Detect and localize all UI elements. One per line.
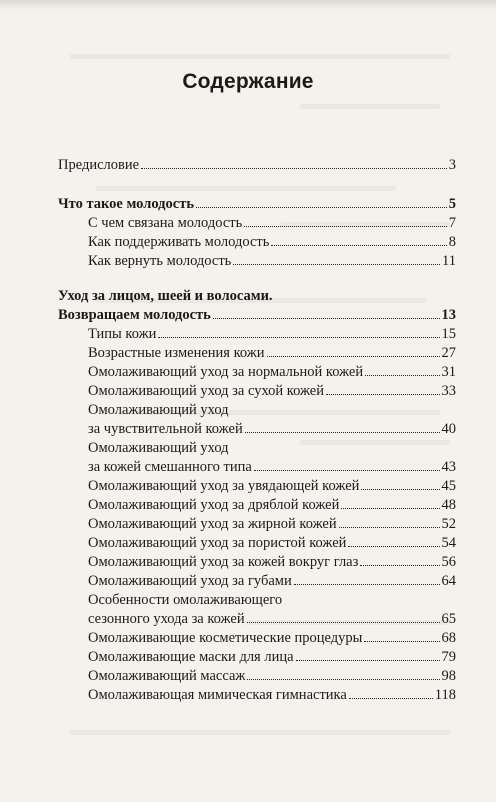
dot-leader <box>141 168 447 169</box>
page-top-edge <box>0 0 496 10</box>
toc-entry-label: за чувствительной кожей <box>88 421 243 437</box>
toc-section-page: 13 <box>441 307 456 323</box>
toc-section-label: Возвращаем молодость <box>58 307 211 323</box>
toc-entry-preface[interactable] <box>58 156 456 175</box>
dot-leader <box>254 470 440 471</box>
toc-entry[interactable] <box>88 667 456 686</box>
toc-entry-label: Омолаживающий уход за кожей вокруг глаз <box>88 554 359 570</box>
toc-entry-page: 68 <box>441 630 456 646</box>
toc-entry[interactable] <box>88 420 456 439</box>
toc-entry-page: 7 <box>448 215 456 231</box>
dot-leader <box>361 489 439 490</box>
toc-entry-label: Омолаживающий уход за сухой кожей <box>88 383 325 399</box>
toc-entry-page: 8 <box>448 234 456 250</box>
dot-leader <box>233 264 440 265</box>
dot-leader <box>247 622 440 623</box>
toc-section-label: Что такое молодость <box>58 196 194 212</box>
toc-entry-page: 64 <box>441 573 456 589</box>
toc-entry-page: 65 <box>441 611 456 627</box>
toc-entry-page: 56 <box>441 554 456 570</box>
toc-entry[interactable] <box>88 610 456 629</box>
toc-entry-label: Омолаживающие маски для лица <box>88 649 294 665</box>
toc-entry-label: за кожей смешанного типа <box>88 459 252 475</box>
toc-entry[interactable] <box>88 553 456 572</box>
toc-entry-page: 45 <box>441 478 456 494</box>
toc-entry[interactable] <box>88 515 456 534</box>
dot-leader <box>364 641 439 642</box>
dot-leader <box>267 356 440 357</box>
toc-section-page: 5 <box>448 196 456 212</box>
dot-leader <box>294 584 440 585</box>
dot-leader <box>213 318 440 319</box>
toc-entry[interactable] <box>88 382 456 401</box>
toc-entry-label: Омолаживающий уход за губами <box>88 573 292 589</box>
toc-entry[interactable] <box>88 629 456 648</box>
toc-entry-label: Омолаживающий уход за дряблой кожей <box>88 497 340 513</box>
toc-entry-label: Возрастные изменения кожи <box>88 345 265 361</box>
toc-entry-page: 15 <box>441 326 456 342</box>
toc-entry-page: 27 <box>441 345 456 361</box>
dot-leader <box>196 207 447 208</box>
toc-entry-label: Как поддерживать молодость <box>88 234 270 250</box>
toc-entry-page: 48 <box>441 497 456 513</box>
toc-entry[interactable] <box>88 477 456 496</box>
toc-entry-label: Омолаживающий уход за жирной кожей <box>88 516 337 532</box>
toc-section-heading-line[interactable]: Уход за лицом, шеей и волосами. <box>58 288 273 304</box>
dot-leader <box>247 679 439 680</box>
toc-entry-page: 33 <box>441 383 456 399</box>
toc-entry-label: Омолаживающий уход за пористой кожей <box>88 535 347 551</box>
dot-leader <box>326 394 439 395</box>
toc-entry[interactable] <box>88 686 456 705</box>
dot-leader <box>158 337 439 338</box>
dot-leader <box>349 698 433 699</box>
toc-entry-page: 79 <box>441 649 456 665</box>
toc-section-face-care[interactable] <box>58 306 456 325</box>
toc-entry-page: 98 <box>441 668 456 684</box>
toc-entry[interactable] <box>88 572 456 591</box>
toc-entry[interactable] <box>88 214 456 233</box>
dot-leader <box>244 226 447 227</box>
toc-entry-label: С чем связана молодость <box>88 215 243 231</box>
toc-entry-label: Омолаживающий уход за увядающей кожей <box>88 478 360 494</box>
dot-leader <box>365 375 439 376</box>
toc-entry[interactable] <box>88 496 456 515</box>
toc-entry-page: 54 <box>441 535 456 551</box>
toc-entry[interactable] <box>88 325 456 344</box>
toc-entry[interactable] <box>88 233 456 252</box>
toc-entry-label: Как вернуть молодость <box>88 253 232 269</box>
dot-leader <box>360 565 439 566</box>
toc-entry-label: Омолаживающий уход за нормальной кожей <box>88 364 364 380</box>
dot-leader <box>296 660 440 661</box>
page-title: Содержание <box>182 70 314 93</box>
toc-entry[interactable] <box>88 344 456 363</box>
toc-entry-first-line[interactable]: Омолаживающий уход <box>88 440 229 456</box>
toc-entry-label: Предисловие <box>58 157 140 173</box>
toc-entry-label: Типы кожи <box>88 326 157 342</box>
toc-section-youth[interactable] <box>58 195 456 214</box>
toc-entry-page: 40 <box>441 421 456 437</box>
toc-entry-page: 11 <box>442 253 456 269</box>
toc-entry-label: Омолаживающая мимическая гимнастика <box>88 687 347 703</box>
toc-entry[interactable] <box>88 458 456 477</box>
dot-leader <box>341 508 439 509</box>
dot-leader <box>339 527 440 528</box>
toc-entry-label: Омолаживающие косметические процедуры <box>88 630 363 646</box>
toc-entry-page: 43 <box>441 459 456 475</box>
dot-leader <box>348 546 439 547</box>
toc-entry-first-line[interactable]: Омолаживающий уход <box>88 402 229 418</box>
toc-entry-page: 3 <box>448 157 456 173</box>
toc-entry-page: 118 <box>434 687 456 703</box>
toc-entry[interactable] <box>88 648 456 667</box>
dot-leader <box>245 432 440 433</box>
toc-entry-page: 52 <box>441 516 456 532</box>
toc-entry[interactable] <box>88 534 456 553</box>
toc-entry-page: 31 <box>441 364 456 380</box>
toc-entry[interactable] <box>88 252 456 271</box>
toc-entry-label: сезонного ухода за кожей <box>88 611 245 627</box>
toc-entry-first-line[interactable]: Особенности омолаживающего <box>88 592 283 608</box>
toc-entry-label: Омолаживающий массаж <box>88 668 246 684</box>
dot-leader <box>271 245 446 246</box>
toc-entry[interactable] <box>88 363 456 382</box>
